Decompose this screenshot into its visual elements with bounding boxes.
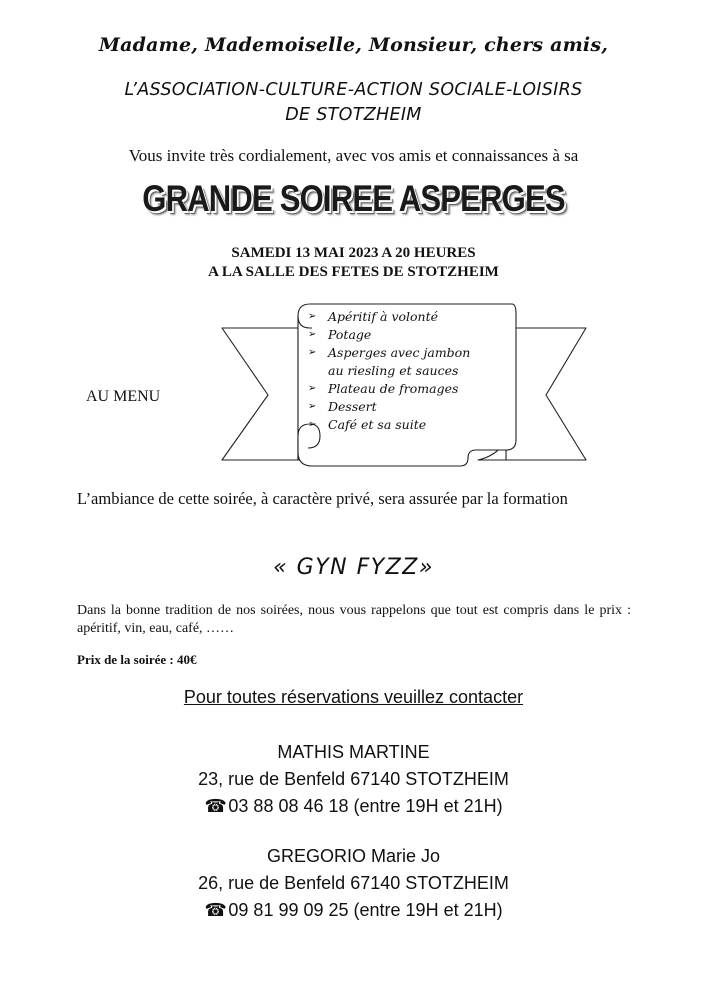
arrowhead-bullet-icon: ➢ [308,347,317,358]
menu-item-text: Asperges avec jambon [328,345,471,360]
menu-label: AU MENU [86,388,161,405]
arrowhead-bullet-icon: ➢ [308,401,317,412]
menu-item [306,398,516,416]
event-date-venue [0,244,707,282]
contact-phone: 03 88 08 46 18 (entre 19H et 21H) [228,796,503,816]
telephone-icon: ☎ [204,900,227,920]
menu-item [306,362,516,380]
contact-name: GREGORIO Marie Jo [266,846,441,866]
arrowhead-bullet-icon: ➢ [308,419,317,430]
association-line-2: DE STOTZHEIM [285,105,422,125]
invitation-text: Vous invite très cordialement, avec vos amis et connaissances à sa [128,146,579,165]
menu-item-text: Apéritif à volonté [328,309,439,324]
menu-item [306,416,516,434]
reservation-heading: Pour toutes réservations veuillez contacter [183,687,524,707]
arrowhead-bullet-icon: ➢ [308,329,317,340]
menu-item [306,326,516,344]
menu-item-text: Café et sa suite [328,417,427,432]
arrowhead-bullet-icon: ➢ [308,383,317,394]
contact-phone: 09 81 99 09 25 (entre 19H et 21H) [228,900,503,920]
menu-item-text: Dessert [328,399,377,414]
arrowhead-bullet-icon: ➢ [308,311,317,322]
association-line-1: L’ASSOCIATION-CULTURE-ACTION SOCIALE-LOISIRS [124,80,583,100]
menu-list [306,308,516,434]
greeting: Madame, Mademoiselle, Monsieur, chers amis, [98,34,609,56]
contact-phone-line [0,897,707,924]
contact-address: 23, rue de Benfeld 67140 STOTZHEIM [198,769,509,789]
menu-item-text: au riesling et sauces [328,363,459,378]
band-name: « GYN FYZZ» [273,555,434,580]
menu-item [306,308,516,326]
menu-item [306,380,516,398]
tradition-text: Dans la bonne tradition de nos soirées, nous vous rappelons que tout est compris dans le prix : apéritif, vin, eau, café, …… [77,603,631,636]
menu-item [306,344,516,362]
contact-block [0,739,707,820]
event-venue: A LA SALLE DES FETES DE STOTZHEIM [208,264,499,280]
association-name [0,78,707,128]
contact-name: MATHIS MARTINE [277,742,430,762]
contact-phone-line [0,793,707,820]
event-title: GRANDE SOIREE ASPERGES [142,178,565,219]
ambiance-text: L’ambiance de cette soirée, à caractère privé, sera assurée par la formation [77,489,568,508]
contact-address: 26, rue de Benfeld 67140 STOTZHEIM [198,873,509,893]
menu-item-text: Potage [328,327,372,342]
banner-left-tail [222,328,298,460]
telephone-icon: ☎ [204,796,227,816]
contact-block [0,843,707,924]
price-text: Prix de la soirée : 40€ [77,652,197,667]
menu-item-text: Plateau de fromages [328,381,459,396]
event-date: SAMEDI 13 MAI 2023 A 20 HEURES [231,245,476,261]
banner-right-tail [506,328,586,460]
